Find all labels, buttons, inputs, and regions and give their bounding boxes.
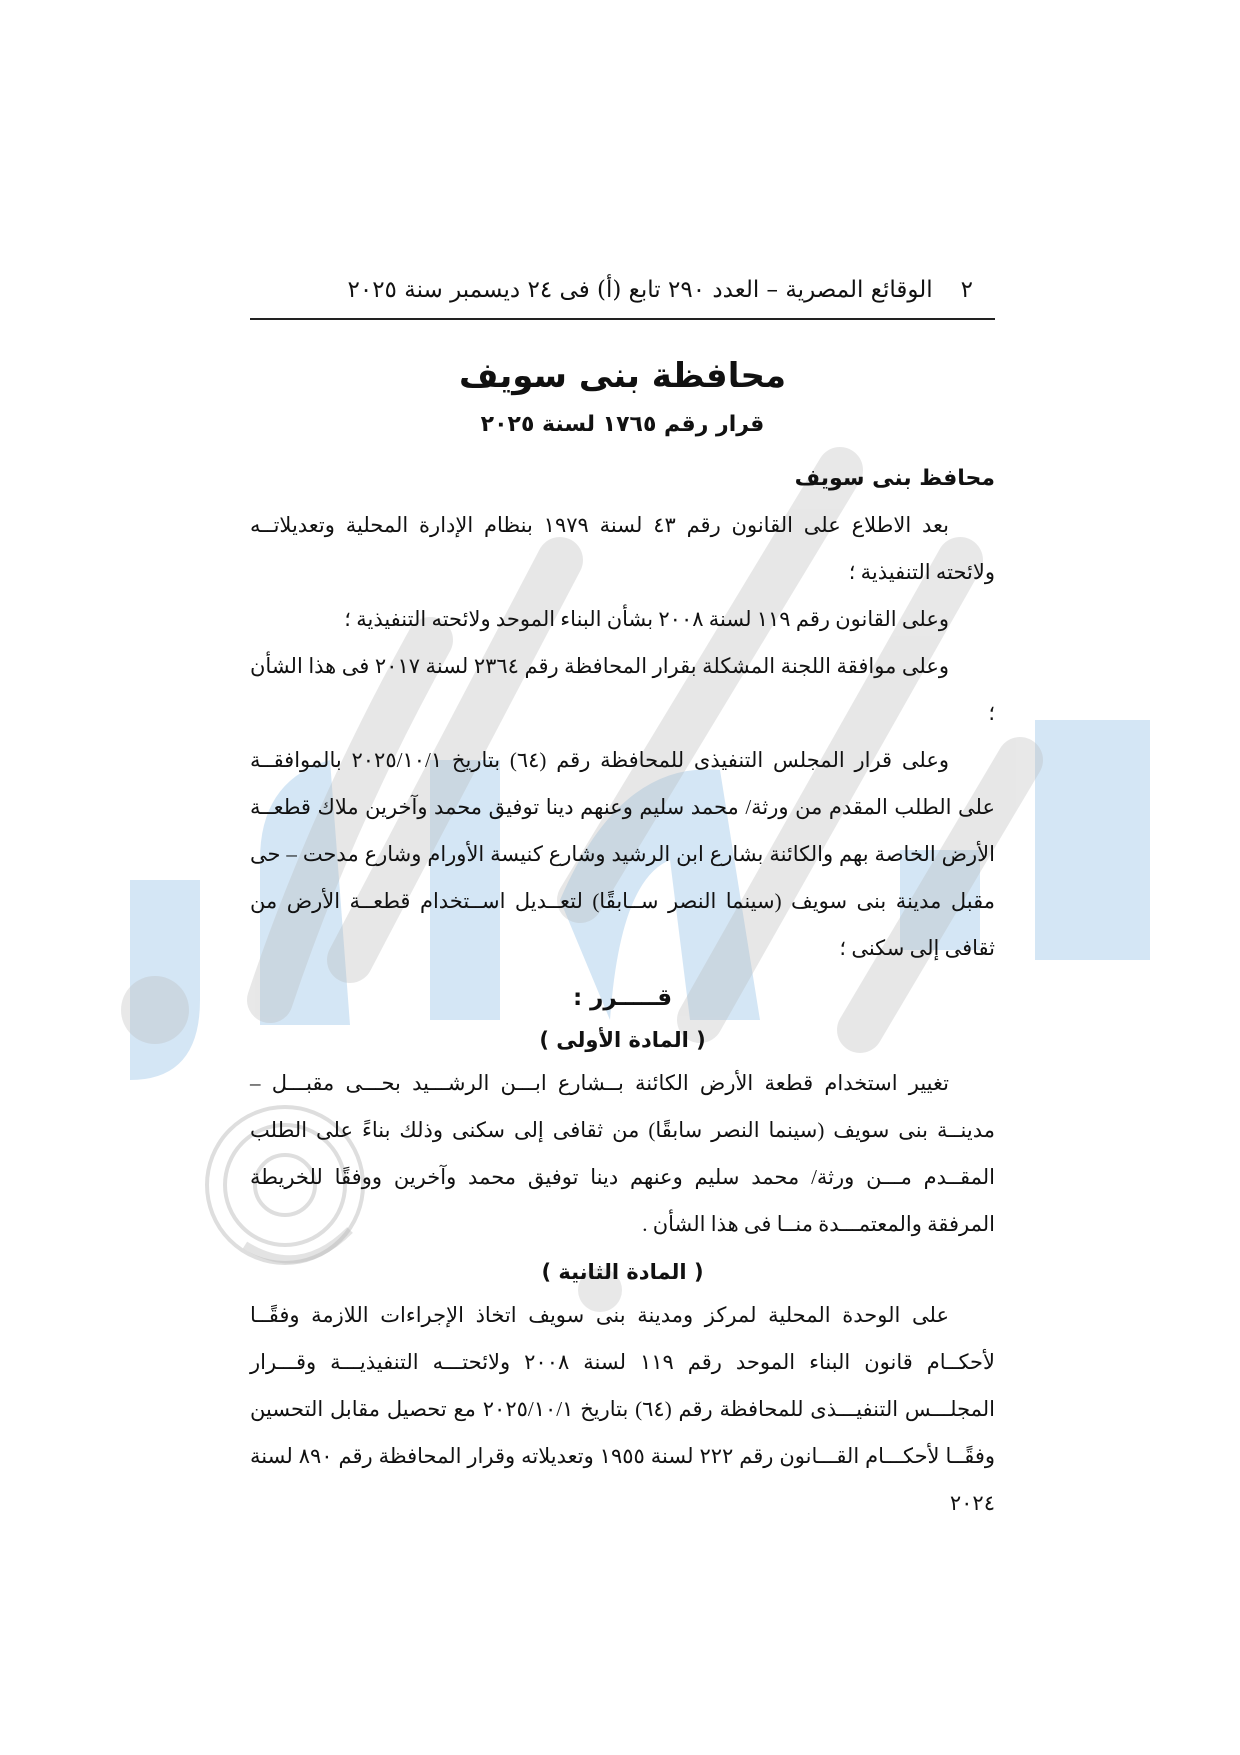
article-2-text: على الوحدة المحلية لمركز ومدينة بنى سويف اتخاذ الإجراءات اللازمة وفقًــا لأحكــام قانون البناء الموحد رقم ١١٩ لسنة ٢٠٠٨ ولائحتـــه التنفيذيـــة وقـــرار المجلـــس التنفيـــذى للمحافظة رقم (٦٤) بتاريخ ٢٠٢٥/١٠/١ مع تحصيل مقابل التحسين وفقًــا لأحكـــام القـــانون رقم ٢٢٢ لسنة ١٩٥٥ وتعديلاته وقرار المحافظة رقم ٨٩٠ لسنة ٢٠٢٤	[250, 1303, 996, 1515]
preamble-paragraph-2: وعلى القانون رقم ١١٩ لسنة ٢٠٠٨ بشأن البناء الموحد ولائحته التنفيذية ؛	[344, 607, 949, 631]
decides-heading: قـــــرر :	[572, 985, 673, 1011]
article-1-text: تغيير استخدام قطعة الأرض الكائنة بــشارع ابـــن الرشـــيد بحـــى مقبـــل – مدينــة بنى سويف (سينما النصر سابقًا) من ثقافى إلى سكنى وذلك بناءً على الطلب المقــدم مـــن ورثة/ محمد سليم وعنهم دينا توفيق محمد وآخرين ووفقًا للخريطة المرفقة والمعتمـــدة منــا فى هذا الشأن .	[250, 1071, 995, 1236]
page-header	[250, 270, 995, 320]
gazette-header-title: الوقائع المصرية – العدد ٢٩٠ تابع (أ) فى ٢٤ ديسمبر سنة ٢٠٢٥	[347, 277, 933, 303]
preamble-paragraph-3: وعلى موافقة اللجنة المشكلة بقرار المحافظة رقم ٢٣٦٤ لسنة ٢٠١٧ فى هذا الشأن ؛	[250, 654, 995, 725]
preamble-paragraph-4: وعلى قرار المجلس التنفيذى للمحافظة رقم (٦٤) بتاريخ ٢٠٢٥/١٠/١ بالموافقــة على الطلب المقدم من ورثة/ محمد سليم وعنهم دينا توفيق محمد وآخرين ملاك قطعــة الأرض الخاصة بهم والكائنة بشارع ابن الرشيد وشارع كنيسة الأورام وشارع مدحت – حى مقبل مدينة بنى سويف (سينما النصر ســابقًا) لتعــديل اســتخدام قطعــة الأرض من ثقافى إلى سكنى ؛	[250, 748, 995, 960]
page-number: ٢	[960, 277, 973, 303]
document-page	[250, 270, 995, 1527]
decision-title: قرار رقم ١٧٦٥ لسنة ٢٠٢٥	[480, 412, 765, 437]
issuer-title: محافظ بنى سويف	[794, 466, 995, 491]
article-1-title: ( المادة الأولى )	[539, 1028, 706, 1052]
article-2-title: ( المادة الثانية )	[541, 1260, 704, 1284]
governorate-title: محافظة بنى سويف	[458, 356, 787, 396]
preamble-paragraph-1: بعد الاطلاع على القانون رقم ٤٣ لسنة ١٩٧٩ بنظام الإدارة المحلية وتعديلاتــه ولائحته التنفيذية ؛	[250, 513, 995, 584]
